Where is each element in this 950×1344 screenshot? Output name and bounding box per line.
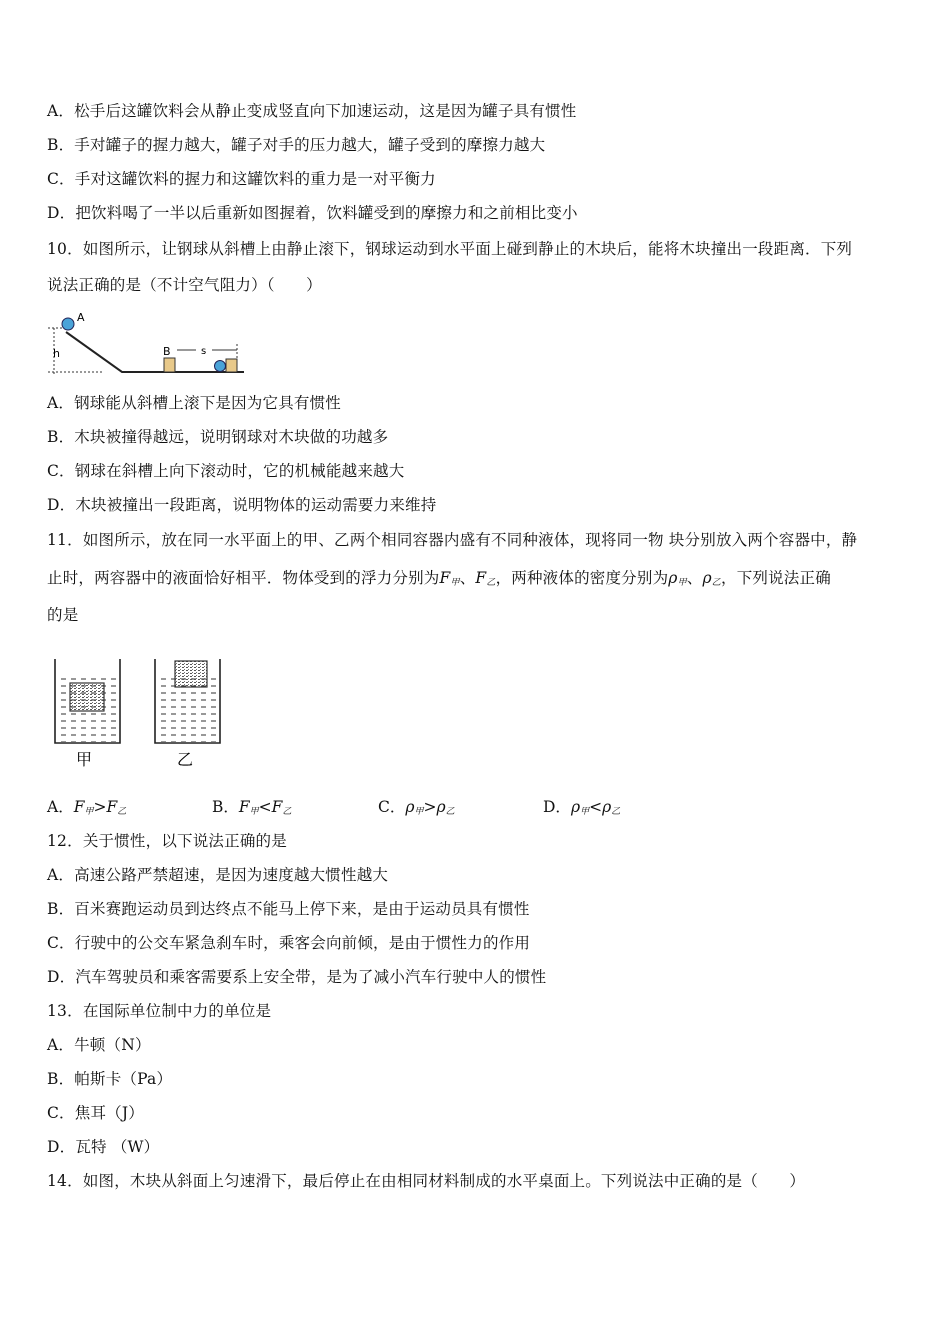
label-b: B	[163, 345, 171, 358]
q11-option-b: B．$F_甲<F_乙$	[212, 798, 292, 817]
container-jia	[55, 659, 120, 769]
q13-option-d: D．瓦特 （W）	[47, 1138, 160, 1156]
q13-stem: 13．在国际单位制中力的单位是	[47, 1002, 272, 1020]
q13-option-a: A．牛顿（N）	[47, 1036, 151, 1054]
q11-figure-containers	[50, 655, 240, 775]
q12-stem: 12．关于惯性，以下说法正确的是	[47, 832, 287, 850]
q10-stem-line1: 10．如图所示，让钢球从斜槽上由静止滚下，钢球运动到水平面上碰到静止的木块后，能将木块撞出一段距离．下列	[47, 240, 853, 258]
q11-option-a: A．$F_甲>F_乙$	[47, 798, 127, 817]
q10-figure-ramp	[44, 308, 254, 380]
q9-option-a: A．松手后这罐饮料会从静止变成竖直向下加速运动，这是因为罐子具有惯性	[47, 102, 577, 120]
q11-stem-line2: 止时，两容器中的液面恰好相平．物体受到的浮力分别为$F_甲$、$F_乙$，两种液体的密度分别为$\rho_甲$、$\rho_乙$，下列说法正确	[47, 569, 831, 588]
label-s: s	[201, 346, 207, 357]
label-yi: 乙	[177, 750, 194, 769]
steel-ball-bottom	[215, 361, 226, 372]
q12-option-a: A．高速公路严禁超速，是因为速度越大惯性越大	[47, 866, 389, 884]
q9-option-b: B．手对罐子的握力越大，罐子对手的压力越大，罐子受到的摩擦力越大	[47, 136, 546, 154]
steel-ball-top	[62, 318, 74, 330]
wood-block-moved	[226, 359, 237, 372]
q10-stem-line2: 说法正确的是（不计空气阻力）（ ）	[47, 276, 322, 294]
container-yi	[155, 659, 220, 769]
q11-stem-line3: 的是	[47, 606, 79, 624]
object-block-yi	[175, 661, 207, 687]
q13-option-b: B．帕斯卡（Pa）	[47, 1070, 173, 1088]
q11-stem-line1: 11．如图所示，放在同一水平面上的甲、乙两个相同容器内盛有不同种液体，现将同一物 块分别放入两个容器中，静	[47, 531, 858, 549]
object-block-jia	[70, 683, 104, 711]
q10-option-d: D．木块被撞出一段距离，说明物体的运动需要力来维持	[47, 496, 437, 514]
q12-option-d: D．汽车驾驶员和乘客需要系上安全带，是为了减小汽车行驶中人的惯性	[47, 968, 547, 986]
label-jia: 甲	[76, 750, 93, 769]
label-h: h	[53, 347, 60, 360]
q14-stem: 14．如图，木块从斜面上匀速滑下，最后停止在由相同材料制成的水平桌面上。下列说法中正确的是（ ）	[47, 1172, 806, 1190]
q10-option-c: C．钢球在斜槽上向下滚动时，它的机械能越来越大	[47, 462, 405, 480]
q10-option-b: B．木块被撞得越远，说明钢球对木块做的功越多	[47, 428, 389, 446]
q10-option-a: A．钢球能从斜槽上滚下是因为它具有惯性	[47, 394, 341, 412]
q11-option-c: C．$\rho_甲>\rho_乙$	[378, 798, 455, 817]
q12-option-b: B．百米赛跑运动员到达终点不能马上停下来，是由于运动员具有惯性	[47, 900, 530, 918]
wood-block-b	[164, 358, 175, 372]
q9-option-d: D．把饮料喝了一半以后重新如图握着，饮料罐受到的摩擦力和之前相比变小	[47, 204, 578, 222]
label-a: A	[77, 311, 85, 324]
q12-option-c: C．行驶中的公交车紧急刹车时，乘客会向前倾，是由于惯性力的作用	[47, 934, 531, 952]
q9-option-c: C．手对这罐饮料的握力和这罐饮料的重力是一对平衡力	[47, 170, 436, 188]
q13-option-c: C．焦耳（J）	[47, 1104, 144, 1122]
q11-option-d: D．$\rho_甲<\rho_乙$	[543, 798, 621, 817]
